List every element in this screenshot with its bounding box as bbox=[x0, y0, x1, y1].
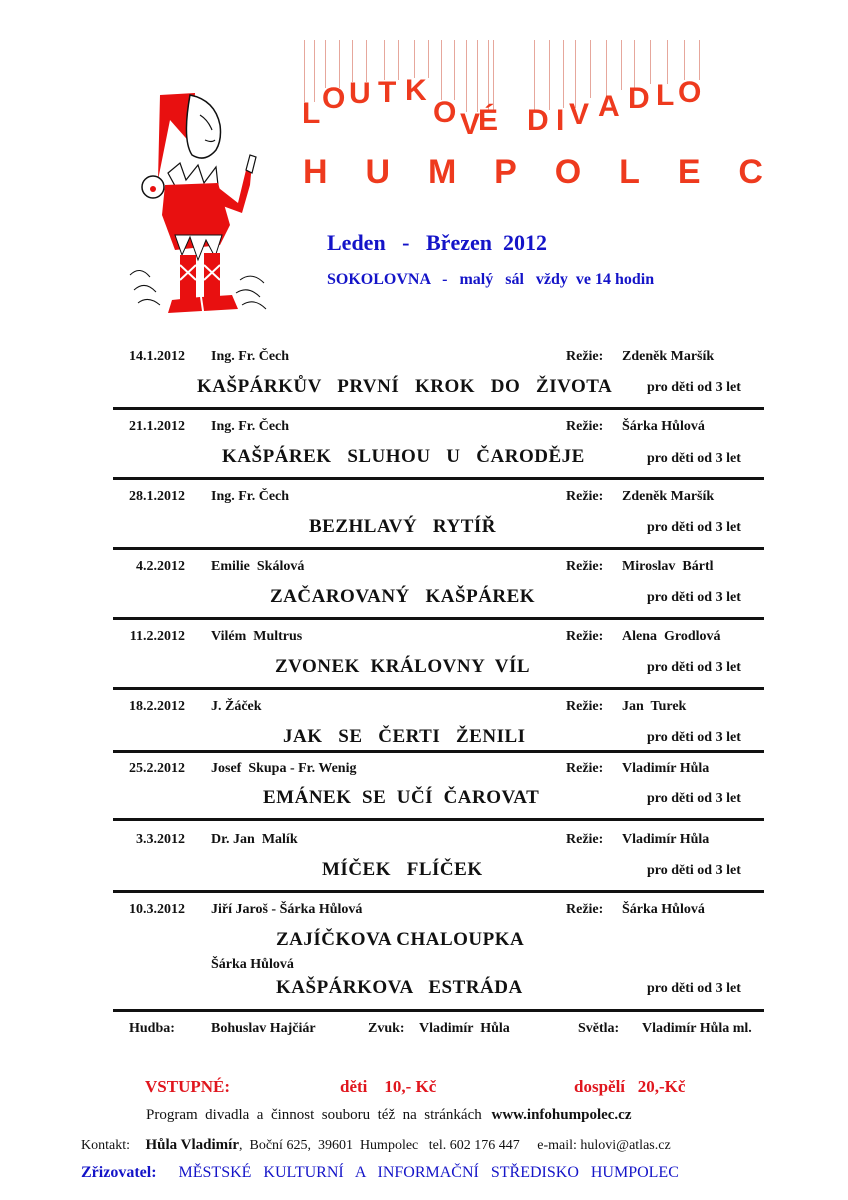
logo-letter: U bbox=[349, 77, 371, 110]
show-date: 28.1.2012 bbox=[129, 489, 185, 504]
separator bbox=[113, 890, 764, 893]
puppet-string bbox=[441, 40, 442, 100]
adult-price: dospělí 20,-Kč bbox=[574, 1077, 686, 1096]
logo-city bbox=[303, 155, 763, 189]
age-limit: pro děti od 3 let bbox=[647, 981, 741, 996]
sound-credit: Vladimír Hůla bbox=[419, 1021, 510, 1036]
age-limit: pro děti od 3 let bbox=[647, 451, 741, 466]
separator bbox=[113, 477, 764, 480]
show-date: 25.2.2012 bbox=[129, 761, 185, 776]
separator bbox=[113, 547, 764, 550]
show-director: Zdeněk Maršík bbox=[622, 489, 715, 504]
show-sub-title: KAŠPÁRKOVA ESTRÁDA bbox=[276, 977, 523, 998]
show-date: 11.2.2012 bbox=[129, 629, 185, 644]
director-label: Režie: bbox=[566, 902, 604, 917]
logo-letter: V bbox=[460, 108, 481, 141]
logo-letter: C bbox=[738, 153, 763, 191]
show-title: ZAČAROVANÝ KAŠPÁREK bbox=[270, 586, 536, 607]
season-period: Leden - Březen 2012 bbox=[327, 230, 547, 255]
age-limit: pro děti od 3 let bbox=[647, 520, 741, 535]
show-date: 18.2.2012 bbox=[129, 699, 185, 714]
director-label: Režie: bbox=[566, 489, 604, 504]
logo-letter: T bbox=[378, 76, 397, 109]
puppet-string bbox=[339, 40, 340, 88]
show-director: Miroslav Bártl bbox=[622, 559, 714, 574]
logo-letter: L bbox=[656, 79, 675, 112]
logo-letter: A bbox=[598, 90, 620, 123]
show-date: 21.1.2012 bbox=[129, 419, 185, 434]
website-text: Program divadla a činnost souboru též na stránkách bbox=[146, 1107, 482, 1123]
director-label: Režie: bbox=[566, 761, 604, 776]
puppet-string bbox=[699, 40, 700, 80]
puppet-string bbox=[398, 40, 399, 80]
puppet-string bbox=[621, 40, 622, 90]
age-limit: pro děti od 3 let bbox=[647, 590, 741, 605]
show-director: Jan Turek bbox=[622, 699, 687, 714]
puppet-string bbox=[314, 40, 315, 102]
show-director: Alena Grodlová bbox=[622, 629, 721, 644]
age-limit: pro děti od 3 let bbox=[647, 791, 741, 806]
puppet-string bbox=[454, 40, 455, 100]
logo-letter: U bbox=[365, 153, 391, 191]
contact-line bbox=[81, 1137, 671, 1154]
sound-label: Zvuk: bbox=[368, 1021, 405, 1036]
puppet-string bbox=[549, 40, 550, 110]
puppet-jester-illustration bbox=[120, 85, 280, 325]
show-author: Jiří Jaroš - Šárka Hůlová bbox=[211, 902, 363, 917]
puppet-string bbox=[684, 40, 685, 80]
show-title: ZVONEK KRÁLOVNY VÍL bbox=[275, 656, 531, 677]
show-title: KAŠPÁREK SLUHOU U ČARODĚJE bbox=[222, 446, 585, 467]
separator bbox=[113, 687, 764, 690]
puppet-string bbox=[466, 40, 467, 112]
logo-letter: O bbox=[678, 76, 702, 109]
contact-label: Kontakt: bbox=[81, 1138, 130, 1153]
puppet-string bbox=[667, 40, 668, 84]
puppet-string bbox=[428, 40, 429, 78]
contact-name: Hůla Vladimír bbox=[145, 1137, 239, 1153]
admission-label: VSTUPNÉ: bbox=[145, 1077, 231, 1096]
puppet-string bbox=[563, 40, 564, 108]
show-title: MÍČEK FLÍČEK bbox=[322, 859, 483, 880]
logo-letter: L bbox=[619, 153, 640, 191]
show-title: EMÁNEK SE UČÍ ČAROVAT bbox=[263, 787, 540, 808]
logo-letter: V bbox=[569, 98, 590, 131]
puppet-string bbox=[477, 40, 478, 112]
puppet-string bbox=[590, 40, 591, 98]
separator bbox=[113, 617, 764, 620]
age-limit: pro děti od 3 let bbox=[647, 863, 741, 878]
show-author: Ing. Fr. Čech bbox=[211, 489, 290, 504]
separator bbox=[113, 750, 764, 753]
logo-letter: K bbox=[405, 74, 427, 107]
separator bbox=[113, 818, 764, 821]
puppet-string bbox=[534, 40, 535, 110]
puppet-string bbox=[325, 40, 326, 88]
lights-credit: Vladimír Hůla ml. bbox=[642, 1021, 752, 1036]
jester-icon bbox=[120, 85, 280, 325]
music-credit: Bohuslav Hajčiár bbox=[211, 1021, 316, 1036]
director-label: Režie: bbox=[566, 699, 604, 714]
show-author: Dr. Jan Malík bbox=[211, 832, 298, 847]
logo-letter: É bbox=[478, 104, 499, 137]
age-limit: pro děti od 3 let bbox=[647, 660, 741, 675]
show-director: Vladimír Hůla bbox=[622, 761, 710, 776]
show-director: Vladimír Hůla bbox=[622, 832, 710, 847]
show-title: BEZHLAVÝ RYTÍŘ bbox=[309, 516, 496, 537]
show-author: Emilie Skálová bbox=[211, 559, 305, 574]
show-sub-author: Šárka Hůlová bbox=[211, 957, 294, 972]
puppet-string bbox=[488, 40, 489, 112]
age-limit: pro děti od 3 let bbox=[647, 380, 741, 395]
show-title: JAK SE ČERTI ŽENILI bbox=[283, 726, 526, 747]
logo-letter: O bbox=[322, 82, 346, 115]
show-date: 10.3.2012 bbox=[129, 902, 185, 917]
age-limit: pro děti od 3 let bbox=[647, 730, 741, 745]
director-label: Režie: bbox=[566, 419, 604, 434]
puppet-string bbox=[384, 40, 385, 80]
show-date: 14.1.2012 bbox=[129, 349, 185, 364]
puppet-string bbox=[493, 40, 494, 112]
puppet-string bbox=[366, 40, 367, 82]
logo-letter: I bbox=[556, 104, 565, 137]
logo-letter: O bbox=[554, 153, 582, 191]
director-label: Režie: bbox=[566, 349, 604, 364]
separator bbox=[113, 407, 764, 410]
website-line bbox=[146, 1107, 632, 1124]
show-director: Zdeněk Maršík bbox=[622, 349, 715, 364]
website-link[interactable]: www.infohumpolec.cz bbox=[491, 1107, 632, 1123]
show-director: Šárka Hůlová bbox=[622, 902, 705, 917]
show-author: Ing. Fr. Čech bbox=[211, 419, 290, 434]
logo-letter: D bbox=[628, 82, 650, 115]
logo-letter: L bbox=[302, 97, 321, 130]
director-label: Režie: bbox=[566, 559, 604, 574]
children-price: děti 10,- Kč bbox=[340, 1077, 437, 1096]
show-title: ZAJÍČKOVA CHALOUPKA bbox=[276, 929, 525, 950]
puppet-string bbox=[304, 40, 305, 102]
venue-info: SOKOLOVNA - malý sál vždy ve 14 hodin bbox=[327, 271, 655, 288]
logo-letter: O bbox=[433, 96, 457, 129]
director-label: Režie: bbox=[566, 629, 604, 644]
logo-letter: E bbox=[677, 153, 701, 191]
puppet-string bbox=[650, 40, 651, 84]
puppet-string bbox=[414, 40, 415, 78]
show-title: KAŠPÁRKŮV PRVNÍ KROK DO ŽIVOTA bbox=[197, 376, 613, 397]
puppet-string bbox=[352, 40, 353, 82]
contact-address: , Boční 625, 39601 Humpolec tel. 602 176 447 e-mail: hulovi@atlas.cz bbox=[239, 1138, 671, 1153]
show-author: Vilém Multrus bbox=[211, 629, 303, 644]
music-label: Hudba: bbox=[129, 1021, 175, 1036]
logo-letter: M bbox=[427, 153, 457, 191]
lights-label: Světla: bbox=[578, 1021, 620, 1036]
show-date: 4.2.2012 bbox=[136, 559, 185, 574]
separator bbox=[113, 1009, 764, 1012]
director-label: Režie: bbox=[566, 832, 604, 847]
founder-label: Zřizovatel: bbox=[81, 1164, 157, 1181]
logo-letter: H bbox=[303, 153, 328, 191]
founder-line bbox=[81, 1164, 679, 1182]
show-author: J. Žáček bbox=[211, 699, 262, 714]
show-director: Šárka Hůlová bbox=[622, 419, 705, 434]
show-author: Josef Skupa - Fr. Wenig bbox=[211, 761, 357, 776]
show-date: 3.3.2012 bbox=[136, 832, 185, 847]
logo-letter: D bbox=[527, 104, 549, 137]
logo-letter: P bbox=[494, 153, 517, 191]
show-author: Ing. Fr. Čech bbox=[211, 349, 290, 364]
founder-name: MĚSTSKÉ KULTURNÍ A INFORMAČNÍ STŘEDISKO HUMPOLEC bbox=[178, 1164, 679, 1181]
